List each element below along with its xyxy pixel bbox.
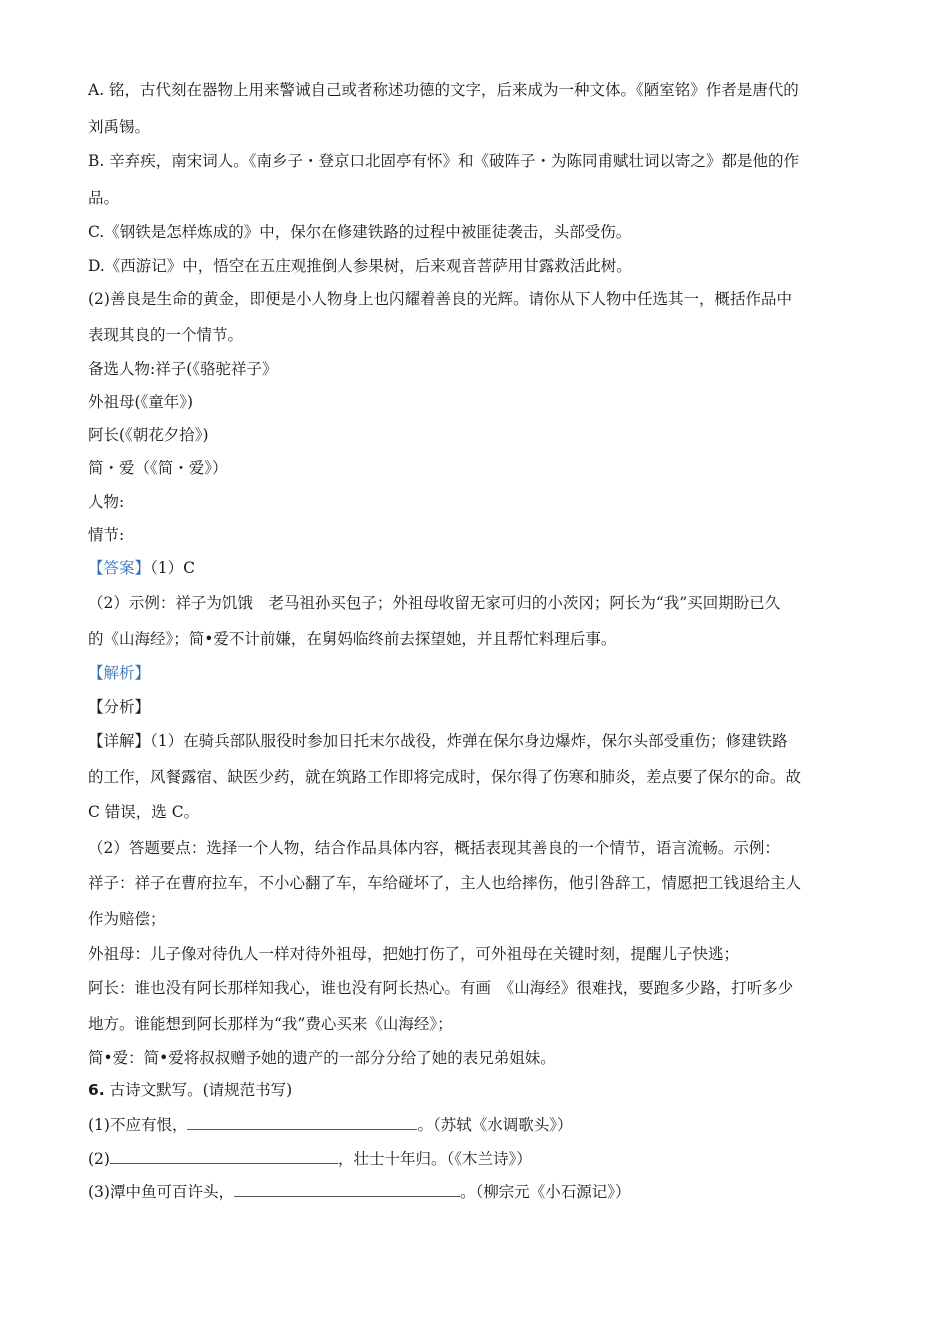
answer-line-1: [88, 558, 878, 578]
item-2-prefix: (2): [88, 1150, 110, 1168]
person-label: 人物:: [88, 493, 125, 511]
option-b-line-2: 品。: [88, 189, 120, 207]
item-1-prefix: (1)不应有恨，: [88, 1116, 188, 1134]
item-3-suffix: 。（柳宗元《小石源记》）: [459, 1183, 631, 1201]
question-6-item-3: [88, 1181, 878, 1202]
grandmother-line: 外祖母：儿子像对待仇人一样对待外祖母，把她打伤了，可外祖母在关键时刻，提醒儿子快逃；: [88, 945, 740, 963]
item-3-prefix: (3)潭中鱼可百许头，: [88, 1183, 234, 1201]
analysis-fenxi: 【分析】: [88, 698, 151, 716]
question-6-text: 古诗文默写。(请规范书写): [109, 1081, 293, 1099]
xiangzi-line-1: 祥子：祥子在曹府拉车，不小心翻了车，车给碰坏了，主人也给摔伤，他引咎辞工，情愿把工钱退给主人: [88, 874, 802, 892]
answer-blank-2[interactable]: [110, 1148, 338, 1164]
question-6-item-2: [88, 1148, 878, 1169]
plot-label: 情节:: [88, 526, 125, 544]
detail-tag: 【详解】: [88, 732, 151, 750]
candidate-2: 外祖母(《童年》): [88, 393, 194, 411]
achang-line-1: 阿长：谁也没有阿长那样知我心，谁也没有阿长热心。有画 《山海经》很难找，要跑多少路，打听多少: [88, 979, 794, 997]
detail-line-1: [88, 731, 878, 751]
answer-tag: 【答案】: [88, 559, 151, 577]
detail-2: （2）答题要点：选择一个人物，结合作品具体内容，概括表现其善良的一个情节，语言流畅。示例：: [88, 839, 780, 857]
detail-1-line-3: C 错误，选 C。: [88, 803, 200, 821]
xiangzi-line-2: 作为赔偿；: [88, 910, 166, 928]
option-c: C.《钢铁是怎样炼成的》中，保尔在修建铁路的过程中被匪徒袭击，头部受伤。: [88, 223, 632, 241]
candidate-4: 简・爱（《简・爱》）: [88, 459, 228, 477]
answer-blank-3[interactable]: [234, 1181, 460, 1197]
question-2-line-1: (2)善良是生命的黄金，即便是小人物身上也闪耀着善良的光辉。请你从下人物中任选其一，概括作品中: [88, 290, 792, 308]
question-6-item-1: [88, 1114, 878, 1135]
answer-part-1: （1）C: [150, 559, 195, 577]
item-1-suffix: 。（苏轼《水调歌头》）: [417, 1116, 573, 1134]
answer-blank-1[interactable]: [187, 1114, 417, 1130]
detail-1-line-2: 的工作，风餐露宿、缺医少药，就在筑路工作即将完成时，保尔得了伤寒和肺炎，差点要了保尔的命。故: [88, 768, 802, 786]
option-a-line-2: 刘禹锡。: [88, 118, 151, 136]
option-d: D.《西游记》中，悟空在五庄观推倒人参果树，后来观音菩萨用甘露救活此树。: [88, 257, 632, 275]
question-6-title: [88, 1080, 878, 1100]
option-b-line-1: B. 辛弃疾，南宋词人。《南乡子・登京口北固亭有怀》和《破阵子・为陈同甫赋壮词以寄之》都是他的作: [88, 152, 799, 170]
option-a-line-1: A. 铭，古代刻在器物上用来警诫自己或者称述功德的文字，后来成为一种文体。《陋室铭》作者是唐代的: [88, 81, 799, 99]
jane-eyre-line: 简•爱：简•爱将叔叔赠予她的遗产的一部分分给了她的表兄弟姐妹。: [88, 1049, 556, 1067]
detail-1-line-1: （1）在骑兵部队服役时参加日托末尔战役，炸弹在保尔身边爆炸，保尔头部受重伤；修建铁路: [150, 732, 788, 750]
question-2-line-2: 表现其良的一个情节。: [88, 326, 244, 344]
item-2-suffix: ，壮士十年归。（《木兰诗》）: [337, 1150, 532, 1168]
question-6-number: 6.: [88, 1081, 105, 1099]
answer-part-2-line-1: （2）示例：祥子为饥饿 老马祖孙买包子；外祖母收留无家可归的小茨冈；阿长为“我”买回期盼已久: [88, 594, 781, 612]
achang-line-2: 地方。谁能想到阿长那样为“我”费心买来《山海经》；: [88, 1015, 453, 1033]
answer-part-2-line-2: 的《山海经》；简•爱不计前嫌，在舅妈临终前去探望她，并且帮忙料理后事。: [88, 630, 617, 648]
candidate-3: 阿长(《朝花夕拾》): [88, 426, 209, 444]
analysis-tag: 【解析】: [88, 664, 151, 682]
candidate-1: 备选人物:祥子(《骆驼祥子》: [88, 360, 278, 378]
